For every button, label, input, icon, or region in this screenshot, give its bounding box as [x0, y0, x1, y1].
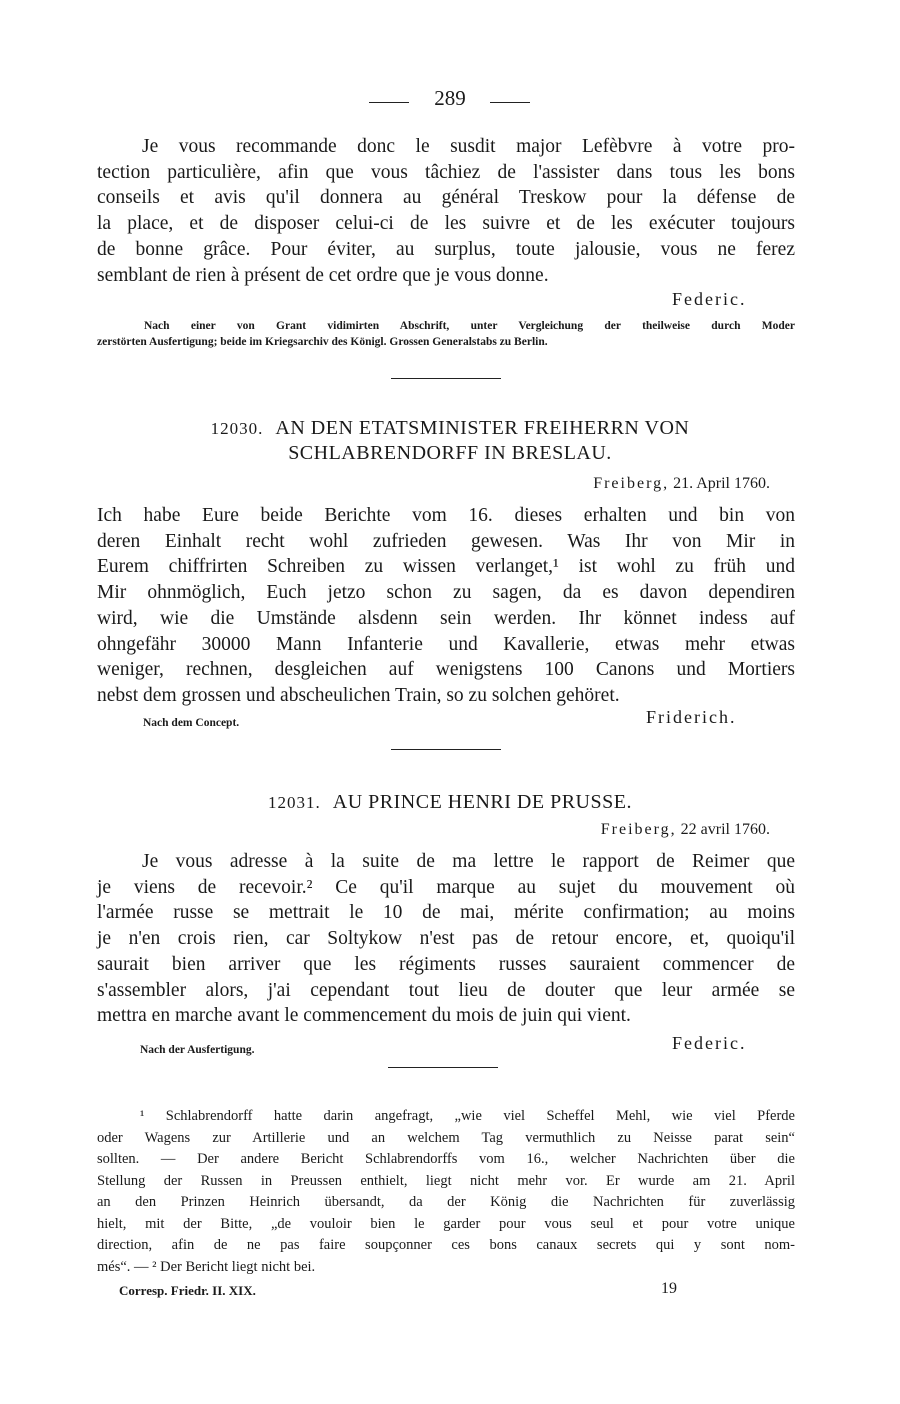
text-line: conseils et avis qu'il donnera au général Treskow pour la défense de [97, 187, 795, 209]
text-line: saurait bien arriver que les régiments russes sauraient commencer de [97, 953, 795, 975]
header-rule-right [490, 102, 530, 103]
signature: Federic. [672, 289, 747, 309]
letter-number: 12031. [268, 793, 321, 812]
letter-heading [130, 791, 770, 814]
letter-recipient: AU PRINCE HENRI DE PRUSSE. [332, 791, 632, 813]
letter-number: 12030. [210, 419, 264, 438]
source-note: Nach der Ausfertigung. [140, 1044, 255, 1056]
source-line: Nach einer von Grant vidimirten Abschrift, unter Vergleichung der theilweise durch Moder [144, 320, 795, 332]
sheet-number: 19 [661, 1280, 677, 1297]
text-line: weniger, rechnen, desgleichen auf wenigstens 100 Canons und Mortiers [97, 659, 795, 681]
letter-dateline [520, 821, 770, 839]
text-line: wird, wie die Umstände alsdenn sein werden. Ihr könnet indess auf [97, 607, 795, 629]
signature: Federic. [672, 1033, 747, 1053]
footnote-line: hielt, mit der Bitte, „de vouloir bien le garder pour vous seul et pour votre unique [97, 1215, 795, 1232]
text-line: ohngefähr 30000 Mann Infanterie und Kavallerie, etwas mehr etwas [97, 633, 795, 655]
section-divider [391, 378, 501, 379]
section-divider [391, 749, 501, 750]
source-note: Nach dem Concept. [143, 717, 240, 729]
text-line: mettra en marche avant le commencement du mois de juin qui vient. [97, 1005, 631, 1027]
source-note [97, 318, 795, 350]
text-line: s'assembler alors, j'ai cependant tout lieu de douter que leur armée se [97, 979, 795, 1001]
letter-heading [130, 417, 770, 440]
footnote-line: oder Wagens zur Artillerie und an welchem Tag vermuthlich zu Neisse parat sein“ [97, 1129, 795, 1146]
section-divider [388, 1067, 498, 1068]
text-line: nebst dem grossen und abscheulichen Train, so zu solchen gehöret. [97, 684, 620, 706]
letter-date: 21. April 1760. [673, 475, 770, 492]
text-line: semblant de rien à présent de cet ordre que je vous donne. [97, 264, 549, 286]
footnote-line: an den Prinzen Heinrich übersandt, da der König die Nachrichten für zuverlässig [97, 1194, 795, 1210]
letter-date: 22 avril 1760. [680, 821, 770, 838]
text-line: je n'en crois rien, car Soltykow n'est pas de retour encore, et, quoiqu'il [97, 928, 795, 950]
footnotes [97, 1106, 795, 1278]
signature-mark: Corresp. Friedr. II. XIX. [119, 1283, 256, 1298]
letter-body [97, 134, 795, 288]
text-line: Ich habe Eure beide Berichte vom 16. dieses erhalten und bin von [97, 505, 795, 526]
letter-dateline [520, 475, 770, 493]
footnote-line: Stellung der Russen in Preussen enthielt, liegt nicht mehr vor. Er wurde am 21. April [97, 1172, 795, 1189]
text-line: Eurem chiffrirten Schreiben zu wissen verlanget,¹ ist wohl zu früh und [97, 556, 795, 578]
text-line: Je vous recommande donc le susdit major Lefèbvre à votre pro- [142, 136, 795, 157]
footnote-line: més“. — ² Der Bericht liegt nicht bei. [97, 1258, 316, 1275]
text-line: Je vous adresse à la suite de ma lettre le rapport de Reimer que [142, 851, 795, 872]
text-line: je viens de recevoir.² Ce qu'il marque au sujet du mouvement où [97, 876, 795, 898]
letter-body [97, 849, 795, 1029]
source-line: zerstörten Ausfertigung; beide im Kriegsarchiv des Königl. Grossen Generalstabs zu Berlin. [97, 336, 548, 348]
footnote-line: sollten. — Der andere Bericht Schlabrendorffs vom 16., welcher Nachrichten über die [97, 1151, 795, 1167]
text-line: de bonne grâce. Pour éviter, au surplus, toute jalousie, vous ne ferez [97, 238, 795, 260]
letter-heading-cont: SCHLABRENDORFF IN BRESLAU. [288, 442, 612, 464]
page-number: 289 [434, 86, 466, 110]
text-line: tection particulière, afin que vous tâchiez de l'assister dans tous les bons [97, 161, 795, 183]
text-line: l'armée russe se mettrait le 10 de mai, mérite confirmation; au moins [97, 902, 795, 924]
text-line: la place, et de disposer celui-ci de les suivre et de les exécuter toujours [97, 213, 795, 235]
text-line: Mir ohnmöglich, Euch jetzo schon zu sagen, da es davon dependiren [97, 582, 795, 604]
footnote-line: direction, afin de ne pas faire soupçonner ces bons canaux secrets qui y sont nom- [97, 1237, 795, 1253]
footnote-line: ¹ Schlabrendorff hatte darin angefragt, „wie viel Scheffel Mehl, wie viel Pferde [140, 1108, 795, 1124]
letter-place: Freiberg, [593, 475, 670, 492]
letter-recipient: AN DEN ETATSMINISTER FREIHERRN VON [275, 417, 690, 439]
text-line: deren Einhalt recht wohl zufrieden gewesen. Was Ihr von Mir in [97, 530, 795, 552]
letter-place: Freiberg, [600, 821, 677, 838]
letter-body [97, 503, 795, 709]
header-rule-left [369, 102, 409, 103]
signature: Friderich. [646, 707, 737, 727]
